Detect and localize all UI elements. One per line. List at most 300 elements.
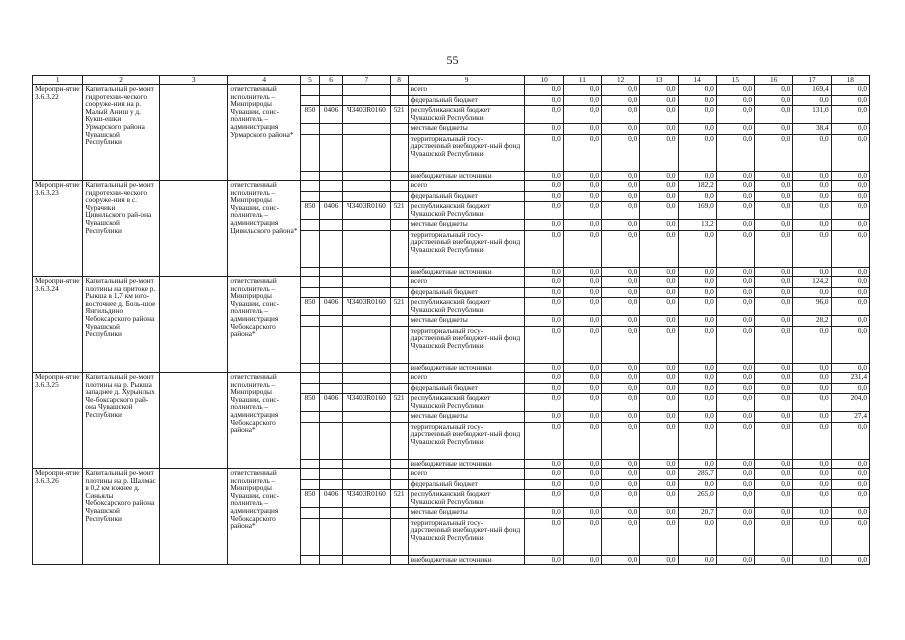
code-cell <box>320 479 343 490</box>
code-cell <box>300 422 319 459</box>
code-cell <box>390 220 408 231</box>
value-cell: 0,0 <box>525 191 563 202</box>
value-cell: 0,0 <box>716 412 754 423</box>
value-cell: 0,0 <box>755 124 793 135</box>
value-cell: 0,0 <box>563 85 601 96</box>
column-number-header: 3 <box>159 76 227 85</box>
funding-source-cell: федеральный бюджет <box>408 383 525 394</box>
value-cell: 0,0 <box>755 479 793 490</box>
value-cell: 0,0 <box>525 85 563 96</box>
code-cell <box>390 459 408 469</box>
code-cell <box>390 469 408 480</box>
value-cell: 0,0 <box>716 106 754 124</box>
value-cell: 0,0 <box>640 298 678 316</box>
value-cell: 0,0 <box>602 134 640 171</box>
value-cell: 0,0 <box>525 267 563 277</box>
value-cell: 0,0 <box>678 134 716 171</box>
measure-description-cell: Капитальный ре-монт плотины на р. Рыкша западнее д. Хурынлых Че-боксарского рай-она Чувашской Республики <box>83 373 160 469</box>
value-cell: 0,0 <box>793 479 831 490</box>
value-cell: 0,0 <box>602 459 640 469</box>
code-cell <box>343 326 390 363</box>
value-cell: 0,0 <box>716 287 754 298</box>
code-cell <box>300 508 319 519</box>
value-cell: 0,0 <box>602 326 640 363</box>
value-cell: 0,0 <box>563 469 601 480</box>
value-cell: 0,0 <box>602 469 640 480</box>
table-row <box>33 373 870 384</box>
value-cell: 0,0 <box>602 171 640 181</box>
code-cell <box>320 85 343 96</box>
value-cell: 0,0 <box>793 267 831 277</box>
value-cell: 0,0 <box>602 95 640 106</box>
value-cell: 0,0 <box>831 459 869 469</box>
code-cell <box>343 316 390 327</box>
value-cell: 0,0 <box>755 230 793 267</box>
value-cell: 0,0 <box>602 230 640 267</box>
code-cell <box>343 267 390 277</box>
value-cell: 0,0 <box>525 106 563 124</box>
value-cell: 0,0 <box>525 181 563 192</box>
value-cell: 0,0 <box>563 134 601 171</box>
value-cell: 0,0 <box>678 287 716 298</box>
value-cell: 0,0 <box>602 479 640 490</box>
value-cell: 0,0 <box>793 422 831 459</box>
code-cell <box>390 171 408 181</box>
code-cell <box>320 230 343 267</box>
code-cell <box>390 287 408 298</box>
value-cell: 0,0 <box>563 298 601 316</box>
value-cell: 0,0 <box>831 555 869 565</box>
value-cell: 0,0 <box>563 363 601 373</box>
value-cell: 0,0 <box>831 316 869 327</box>
value-cell: 0,0 <box>716 326 754 363</box>
value-cell: 0,0 <box>678 412 716 423</box>
value-cell: 0,0 <box>678 373 716 384</box>
value-cell: 0,0 <box>716 469 754 480</box>
value-cell: 0,0 <box>640 287 678 298</box>
table-body <box>33 76 870 565</box>
code-cell <box>300 287 319 298</box>
funding-source-cell: территориальный госу-дарственный внебюджет-ный фонд Чувашской Республики <box>408 326 525 363</box>
value-cell: 0,0 <box>678 555 716 565</box>
value-cell: 0,0 <box>525 95 563 106</box>
value-cell: 0,0 <box>525 287 563 298</box>
funding-source-cell: республиканский бюджет Чувашской Республики <box>408 106 525 124</box>
code-cell <box>300 412 319 423</box>
code-cell: 850 <box>300 298 319 316</box>
value-cell: 0,0 <box>602 277 640 288</box>
code-cell <box>343 555 390 565</box>
value-cell: 0,0 <box>755 459 793 469</box>
value-cell: 0,0 <box>831 202 869 220</box>
column-number-header: 15 <box>716 76 754 85</box>
value-cell: 0,0 <box>793 220 831 231</box>
value-cell: 0,0 <box>525 316 563 327</box>
empty-cell <box>159 277 227 373</box>
value-cell: 0,0 <box>602 181 640 192</box>
value-cell: 0,0 <box>755 85 793 96</box>
code-cell <box>390 383 408 394</box>
funding-source-cell: территориальный госу-дарственный внебюджет-ный фонд Чувашской Республики <box>408 230 525 267</box>
value-cell: 0,0 <box>793 230 831 267</box>
value-cell: 0,0 <box>755 469 793 480</box>
code-cell: 850 <box>300 490 319 508</box>
value-cell: 0,0 <box>678 267 716 277</box>
value-cell: 204,0 <box>831 394 869 412</box>
code-cell <box>390 518 408 555</box>
table-row <box>33 85 870 96</box>
table-row <box>33 181 870 192</box>
value-cell: 20,7 <box>678 508 716 519</box>
value-cell: 0,0 <box>678 394 716 412</box>
code-cell: 0406 <box>320 490 343 508</box>
code-cell <box>320 422 343 459</box>
funding-source-cell: всего <box>408 469 525 480</box>
code-cell: Ч3403R0160 <box>343 490 390 508</box>
value-cell: 0,0 <box>525 422 563 459</box>
value-cell: 0,0 <box>525 459 563 469</box>
value-cell: 0,0 <box>678 277 716 288</box>
code-cell <box>320 469 343 480</box>
code-cell <box>343 412 390 423</box>
value-cell: 0,0 <box>831 383 869 394</box>
funding-source-cell: территориальный госу-дарственный внебюджет-ный фонд Чувашской Республики <box>408 518 525 555</box>
code-cell: 521 <box>390 298 408 316</box>
code-cell <box>320 373 343 384</box>
code-cell <box>320 326 343 363</box>
value-cell: 0,0 <box>640 383 678 394</box>
value-cell: 0,0 <box>525 394 563 412</box>
code-cell <box>320 277 343 288</box>
funding-source-cell: внебюджетные источники <box>408 555 525 565</box>
code-cell <box>300 363 319 373</box>
funding-source-cell: местные бюджеты <box>408 316 525 327</box>
code-cell <box>390 555 408 565</box>
value-cell: 0,0 <box>602 85 640 96</box>
value-cell: 0,0 <box>793 412 831 423</box>
funding-source-cell: всего <box>408 277 525 288</box>
value-cell: 0,0 <box>678 383 716 394</box>
value-cell: 0,0 <box>716 298 754 316</box>
funding-source-cell: всего <box>408 85 525 96</box>
value-cell: 0,0 <box>525 469 563 480</box>
value-cell: 0,0 <box>678 479 716 490</box>
value-cell: 0,0 <box>640 171 678 181</box>
code-cell <box>343 287 390 298</box>
code-cell <box>390 277 408 288</box>
funding-source-cell: местные бюджеты <box>408 124 525 135</box>
code-cell: 521 <box>390 394 408 412</box>
column-number-header: 4 <box>228 76 301 85</box>
value-cell: 0,0 <box>831 106 869 124</box>
value-cell: 27,4 <box>831 412 869 423</box>
value-cell: 0,0 <box>602 298 640 316</box>
code-cell <box>300 220 319 231</box>
code-cell <box>343 171 390 181</box>
value-cell: 0,0 <box>640 555 678 565</box>
code-cell <box>390 191 408 202</box>
empty-cell <box>159 85 227 181</box>
value-cell: 0,0 <box>793 95 831 106</box>
code-cell: Ч3403R0160 <box>343 202 390 220</box>
value-cell: 0,0 <box>640 394 678 412</box>
column-number-header: 1 <box>33 76 83 85</box>
value-cell: 0,0 <box>525 298 563 316</box>
value-cell: 0,0 <box>640 277 678 288</box>
value-cell: 0,0 <box>640 181 678 192</box>
value-cell: 0,0 <box>831 326 869 363</box>
value-cell: 0,0 <box>563 383 601 394</box>
funding-source-cell: республиканский бюджет Чувашской Республики <box>408 394 525 412</box>
code-cell <box>320 95 343 106</box>
code-cell <box>390 85 408 96</box>
value-cell: 0,0 <box>831 124 869 135</box>
value-cell: 0,0 <box>678 191 716 202</box>
value-cell: 0,0 <box>716 134 754 171</box>
executor-cell: ответственный исполнитель – Минприроды Чувашии, соис-полнитель – администрация Чебоксарского района* <box>228 373 301 469</box>
code-cell <box>390 422 408 459</box>
value-cell: 0,0 <box>755 134 793 171</box>
value-cell: 0,0 <box>640 220 678 231</box>
value-cell: 0,0 <box>602 363 640 373</box>
executor-cell: ответственный исполнитель – Минприроды Чувашии, соис-полнитель – администрация Чебоксарского района* <box>228 469 301 565</box>
value-cell: 0,0 <box>716 316 754 327</box>
value-cell: 0,0 <box>793 555 831 565</box>
value-cell: 0,0 <box>793 373 831 384</box>
code-cell <box>343 124 390 135</box>
column-number-header: 11 <box>563 76 601 85</box>
funding-source-cell: республиканский бюджет Чувашской Республики <box>408 490 525 508</box>
value-cell: 0,0 <box>563 490 601 508</box>
code-cell <box>343 181 390 192</box>
code-cell: 0406 <box>320 394 343 412</box>
code-cell <box>390 316 408 327</box>
value-cell: 0,0 <box>793 191 831 202</box>
column-number-header: 17 <box>793 76 831 85</box>
value-cell: 0,0 <box>678 363 716 373</box>
value-cell: 0,0 <box>755 106 793 124</box>
funding-source-cell: федеральный бюджет <box>408 95 525 106</box>
code-cell <box>320 181 343 192</box>
value-cell: 0,0 <box>602 394 640 412</box>
value-cell: 0,0 <box>563 95 601 106</box>
code-cell <box>390 95 408 106</box>
value-cell: 0,0 <box>602 202 640 220</box>
code-cell <box>343 277 390 288</box>
value-cell: 0,0 <box>602 555 640 565</box>
code-cell <box>300 316 319 327</box>
value-cell: 0,0 <box>602 518 640 555</box>
value-cell: 0,0 <box>793 134 831 171</box>
value-cell: 0,0 <box>640 134 678 171</box>
value-cell: 0,0 <box>563 191 601 202</box>
measure-id-cell: Меропри-ятие 3.6.3.24 <box>33 277 83 373</box>
value-cell: 0,0 <box>793 383 831 394</box>
value-cell: 0,0 <box>563 326 601 363</box>
funding-source-cell: территориальный госу-дарственный внебюджет-ный фонд Чувашской Республики <box>408 422 525 459</box>
funding-source-cell: республиканский бюджет Чувашской Республики <box>408 202 525 220</box>
code-cell <box>300 267 319 277</box>
value-cell: 0,0 <box>793 287 831 298</box>
code-cell <box>343 469 390 480</box>
value-cell: 0,0 <box>640 373 678 384</box>
value-cell: 0,0 <box>716 479 754 490</box>
value-cell: 0,0 <box>755 412 793 423</box>
code-cell <box>390 230 408 267</box>
value-cell: 0,0 <box>563 124 601 135</box>
column-number-header: 9 <box>408 76 525 85</box>
value-cell: 0,0 <box>755 363 793 373</box>
code-cell <box>300 555 319 565</box>
value-cell: 0,0 <box>755 220 793 231</box>
code-cell <box>343 422 390 459</box>
value-cell: 0,0 <box>563 316 601 327</box>
value-cell: 0,0 <box>793 469 831 480</box>
column-number-header: 13 <box>640 76 678 85</box>
funding-source-cell: внебюджетные источники <box>408 267 525 277</box>
value-cell: 0,0 <box>831 363 869 373</box>
value-cell: 0,0 <box>563 267 601 277</box>
value-cell: 0,0 <box>678 171 716 181</box>
code-cell <box>300 479 319 490</box>
value-cell: 0,0 <box>563 508 601 519</box>
value-cell: 0,0 <box>716 394 754 412</box>
code-cell <box>300 181 319 192</box>
value-cell: 0,0 <box>755 267 793 277</box>
value-cell: 38,4 <box>793 124 831 135</box>
code-cell <box>390 326 408 363</box>
value-cell: 0,0 <box>755 298 793 316</box>
value-cell: 0,0 <box>793 518 831 555</box>
code-cell <box>320 363 343 373</box>
code-cell <box>343 383 390 394</box>
code-cell <box>300 230 319 267</box>
value-cell: 0,0 <box>716 373 754 384</box>
value-cell: 0,0 <box>831 479 869 490</box>
value-cell: 0,0 <box>640 191 678 202</box>
column-number-header: 12 <box>602 76 640 85</box>
value-cell: 0,0 <box>755 316 793 327</box>
value-cell: 0,0 <box>525 326 563 363</box>
value-cell: 0,0 <box>716 230 754 267</box>
code-cell <box>300 124 319 135</box>
value-cell: 0,0 <box>831 267 869 277</box>
value-cell: 0,0 <box>602 316 640 327</box>
value-cell: 0,0 <box>716 124 754 135</box>
value-cell: 131,0 <box>793 106 831 124</box>
code-cell <box>343 459 390 469</box>
value-cell: 0,0 <box>678 298 716 316</box>
value-cell: 0,0 <box>563 412 601 423</box>
value-cell: 0,0 <box>563 230 601 267</box>
value-cell: 0,0 <box>640 326 678 363</box>
value-cell: 0,0 <box>755 555 793 565</box>
value-cell: 0,0 <box>755 181 793 192</box>
code-cell <box>343 85 390 96</box>
value-cell: 0,0 <box>525 220 563 231</box>
value-cell: 0,0 <box>793 459 831 469</box>
value-cell: 0,0 <box>755 518 793 555</box>
column-number-header: 5 <box>300 76 319 85</box>
code-cell <box>300 277 319 288</box>
code-cell <box>343 95 390 106</box>
code-cell <box>300 171 319 181</box>
value-cell: 182,2 <box>678 181 716 192</box>
value-cell: 0,0 <box>716 171 754 181</box>
value-cell: 0,0 <box>563 394 601 412</box>
value-cell: 0,0 <box>525 508 563 519</box>
value-cell: 0,0 <box>640 490 678 508</box>
code-cell: 850 <box>300 106 319 124</box>
measure-id-cell: Меропри-ятие 3.6.3.23 <box>33 181 83 277</box>
code-cell <box>320 555 343 565</box>
value-cell: 0,0 <box>640 412 678 423</box>
value-cell: 0,0 <box>831 191 869 202</box>
value-cell: 0,0 <box>602 422 640 459</box>
code-cell <box>390 181 408 192</box>
value-cell: 0,0 <box>678 106 716 124</box>
empty-cell <box>159 373 227 469</box>
page-number: 55 <box>446 53 459 67</box>
code-cell: 850 <box>300 202 319 220</box>
value-cell: 0,0 <box>525 479 563 490</box>
value-cell: 0,0 <box>640 508 678 519</box>
value-cell: 0,0 <box>716 422 754 459</box>
code-cell: Ч3403R0160 <box>343 394 390 412</box>
value-cell: 0,0 <box>525 202 563 220</box>
value-cell: 0,0 <box>755 394 793 412</box>
funding-source-cell: республиканский бюджет Чувашской Республики <box>408 298 525 316</box>
code-cell <box>300 459 319 469</box>
value-cell: 0,0 <box>793 202 831 220</box>
value-cell: 0,0 <box>525 490 563 508</box>
value-cell: 0,0 <box>563 479 601 490</box>
value-cell: 0,0 <box>602 383 640 394</box>
code-cell <box>390 508 408 519</box>
value-cell: 0,0 <box>793 363 831 373</box>
code-cell <box>343 191 390 202</box>
value-cell: 0,0 <box>678 422 716 459</box>
code-cell <box>320 134 343 171</box>
code-cell <box>300 85 319 96</box>
value-cell: 28,2 <box>793 316 831 327</box>
value-cell: 0,0 <box>602 191 640 202</box>
value-cell: 0,0 <box>602 287 640 298</box>
value-cell: 0,0 <box>716 267 754 277</box>
value-cell: 0,0 <box>793 326 831 363</box>
code-cell <box>343 508 390 519</box>
funding-source-cell: всего <box>408 181 525 192</box>
code-cell <box>320 316 343 327</box>
value-cell: 0,0 <box>602 508 640 519</box>
value-cell: 0,0 <box>640 202 678 220</box>
value-cell: 0,0 <box>716 490 754 508</box>
value-cell: 0,0 <box>525 171 563 181</box>
value-cell: 0,0 <box>716 277 754 288</box>
value-cell: 0,0 <box>563 106 601 124</box>
value-cell: 0,0 <box>793 508 831 519</box>
column-number-header: 10 <box>525 76 563 85</box>
table-row <box>33 469 870 480</box>
value-cell: 0,0 <box>563 555 601 565</box>
value-cell: 0,0 <box>678 95 716 106</box>
value-cell: 0,0 <box>678 316 716 327</box>
code-cell <box>390 479 408 490</box>
value-cell: 13,2 <box>678 220 716 231</box>
code-cell <box>390 124 408 135</box>
code-cell: 850 <box>300 394 319 412</box>
code-cell <box>320 171 343 181</box>
